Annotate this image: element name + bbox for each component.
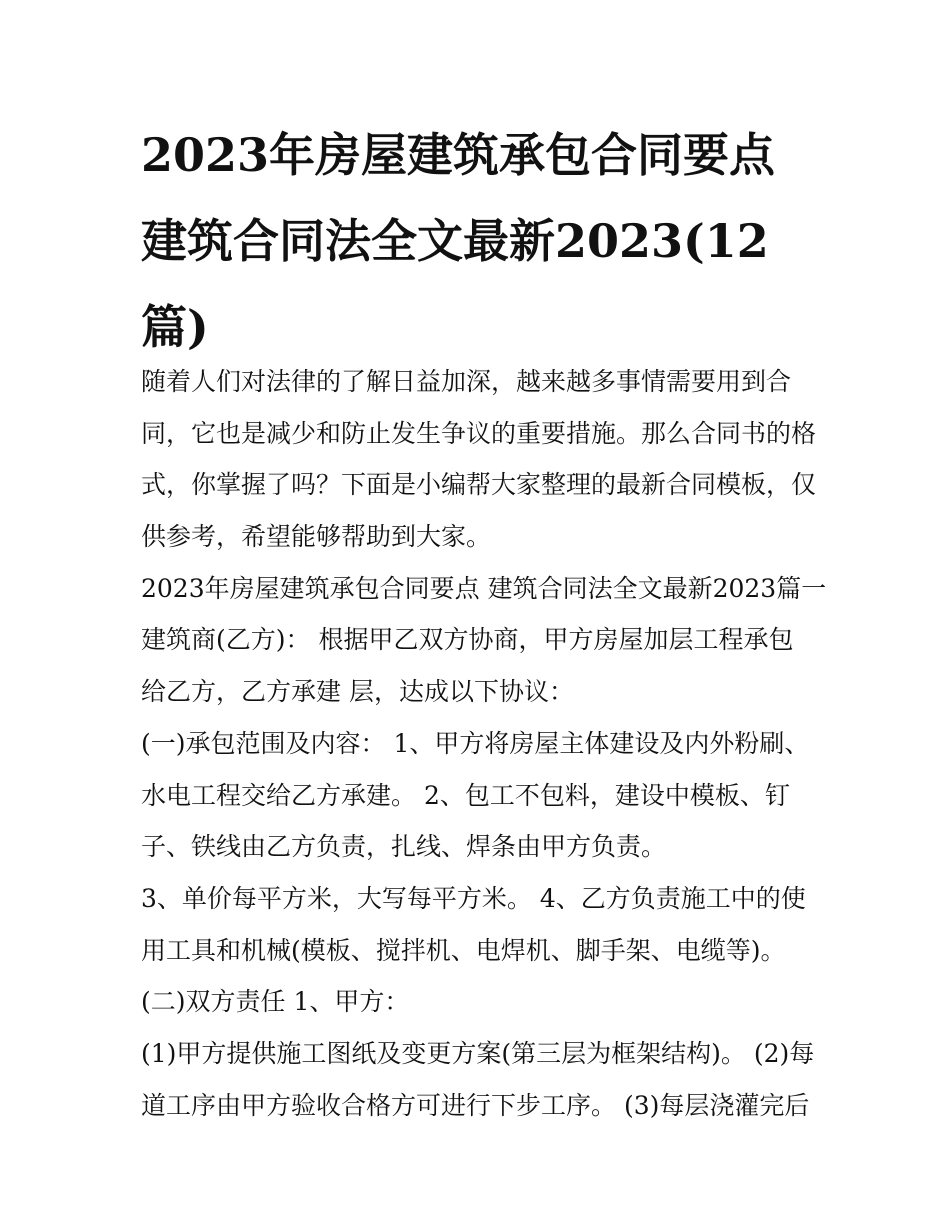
- intro-line-3: 式，你掌握了吗？下面是小编帮大家整理的最新合同模板，仅: [141, 470, 817, 500]
- scope-line-5: 用工具和机械(模板、搅拌机、电焊机、脚手架、电缆等)。: [141, 935, 786, 965]
- intro-line-2: 同，它也是减少和防止发生争议的重要措施。那么合同书的格: [141, 418, 817, 448]
- responsibility-line-1: (1)甲方提供施工图纸及变更方案(第三层为框架结构)。 (2)每: [141, 1038, 815, 1068]
- intro-line-4: 供参考，希望能够帮助到大家。: [141, 522, 492, 552]
- document-body: [141, 356, 831, 1131]
- document-title: [141, 112, 831, 370]
- intro-line-1: 随着人们对法律的了解日益加深，越来越多事情需要用到合: [141, 367, 792, 396]
- scope-line-1: (一)承包范围及内容： 1、甲方将房屋主体建设及内外粉刷、: [141, 728, 810, 758]
- section-heading: 2023年房屋建筑承包合同要点 建筑合同法全文最新2023篇一: [141, 573, 827, 603]
- responsibility-line-2: 道工序由甲方验收合格方可进行下步工序。 (3)每层浇灌完后: [141, 1090, 810, 1120]
- scope-line-4: 3、单价每平方米，大写每平方米。 4、乙方负责施工中的使: [141, 883, 806, 913]
- title-line-3: 篇): [141, 300, 209, 354]
- title-line-2: 建筑合同法全文最新2023(12: [141, 214, 769, 268]
- responsibility-heading: (二)双方责任 1、甲方：: [141, 987, 410, 1017]
- scope-line-2: 水电工程交给乙方承建。 2、包工不包料，建设中模板、钉: [141, 780, 790, 810]
- contract-line-2: 给乙方，乙方承建 层，达成以下协议：: [141, 677, 574, 707]
- title-line-1: 2023年房屋建筑承包合同要点: [141, 128, 776, 182]
- contract-line-1: 建筑商(乙方)： 根据甲乙双方协商，甲方房屋加层工程承包: [141, 625, 794, 655]
- scope-line-3: 子、铁线由乙方负责，扎线、焊条由甲方负责。: [141, 832, 667, 862]
